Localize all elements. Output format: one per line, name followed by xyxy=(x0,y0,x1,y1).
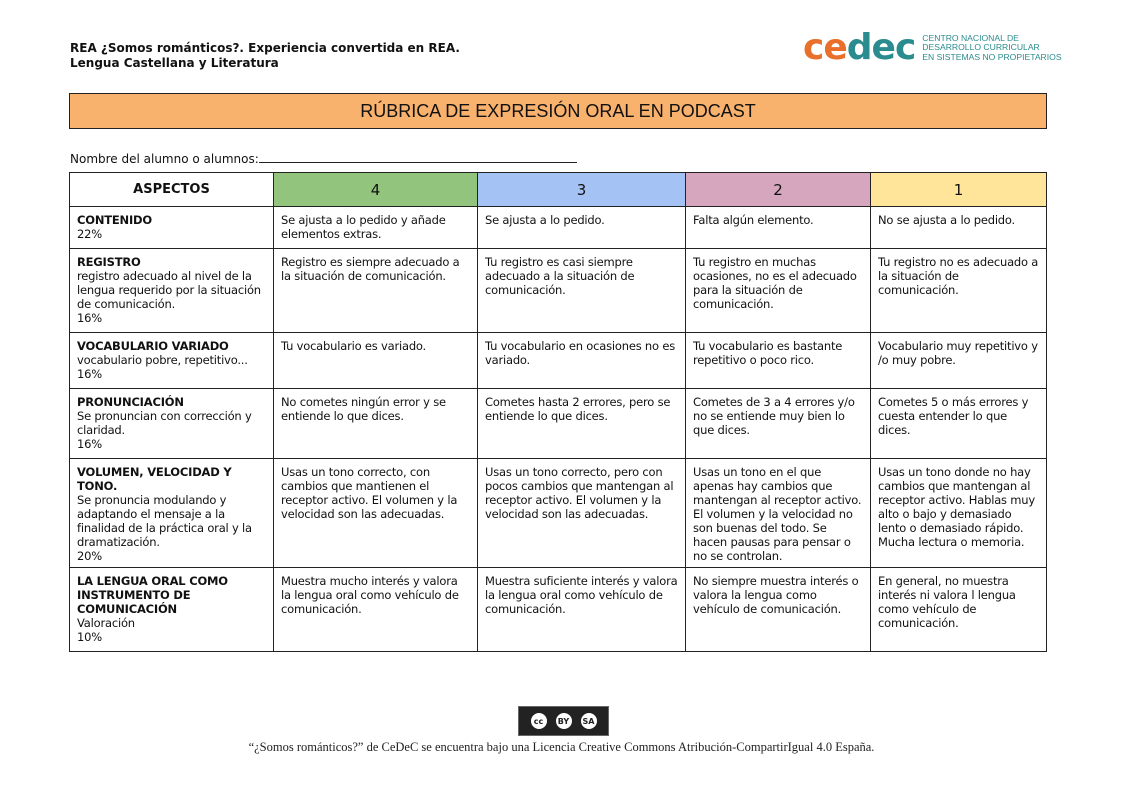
descriptor-cell-3: Cometes hasta 2 errores, pero se entiende lo que dices. xyxy=(478,389,686,459)
aspect-description: Se pronuncia modulando y adaptando el mensaje a la finalidad de la práctica oral y la dramatización. xyxy=(77,493,252,549)
descriptor-cell-1: Tu registro no es adecuado a la situación de comunicación. xyxy=(871,249,1047,333)
aspect-description: registro adecuado al nivel de la lengua requerido por la situación de comunicación. xyxy=(77,269,261,311)
descriptor-cell-3: Tu registro es casi siempre adecuado a la situación de comunicación. xyxy=(478,249,686,333)
rubric-row xyxy=(70,249,1047,333)
descriptor-cell-1: No se ajusta a lo pedido. xyxy=(871,207,1047,249)
aspect-title: VOCABULARIO VARIADO xyxy=(77,339,229,353)
rubric-row xyxy=(70,459,1047,568)
rubric-row xyxy=(70,568,1047,652)
student-name-blank xyxy=(259,150,577,163)
aspect-title: PRONUNCIACIÓN xyxy=(77,395,184,409)
aspect-cell xyxy=(70,333,274,389)
rubric-row xyxy=(70,333,1047,389)
descriptor-cell-3: Usas un tono correcto, pero con pocos cambios que mantengan al receptor activo. El volumen y la velocidad son las adecuadas. xyxy=(478,459,686,568)
rubric-header-row xyxy=(70,173,1047,207)
aspect-cell xyxy=(70,249,274,333)
descriptor-cell-4: Se ajusta a lo pedido y añade elementos extras. xyxy=(274,207,478,249)
descriptor-cell-4: Muestra mucho interés y valora la lengua oral como vehículo de comunicación. xyxy=(274,568,478,652)
descriptor-cell-2: Falta algún elemento. xyxy=(686,207,871,249)
descriptor-cell-3: Se ajusta a lo pedido. xyxy=(478,207,686,249)
header-score-1: 1 xyxy=(871,173,1047,207)
descriptor-cell-2: Usas un tono en el que apenas hay cambios que mantengan al receptor activo. El volumen y la velocidad no son buenas del todo. Se hacen pausas para pensar o no se controlan. xyxy=(686,459,871,568)
descriptor-cell-4: Tu vocabulario es variado. xyxy=(274,333,478,389)
header-aspectos: ASPECTOS xyxy=(70,173,274,207)
rubric-body xyxy=(70,207,1047,652)
aspect-description: Valoración xyxy=(77,616,135,630)
descriptor-cell-2: Tu registro en muchas ocasiones, no es el adecuado para la situación de comunicación. xyxy=(686,249,871,333)
descriptor-cell-1: En general, no muestra interés ni valora l lengua como vehículo de comunicación. xyxy=(871,568,1047,652)
rubric-table xyxy=(69,172,1047,652)
aspect-weight: 10% xyxy=(77,630,102,644)
rubric-row xyxy=(70,207,1047,249)
aspect-description: vocabulario pobre, repetitivo... xyxy=(77,353,248,367)
cedec-logo-word: cedec xyxy=(803,27,916,68)
aspect-cell xyxy=(70,459,274,568)
aspect-title: REGISTRO xyxy=(77,255,141,269)
rubric-row xyxy=(70,389,1047,459)
descriptor-cell-4: No cometes ningún error y se entiende lo que dices. xyxy=(274,389,478,459)
student-name-label: Nombre del alumno o alumnos: xyxy=(70,152,259,166)
aspect-weight: 16% xyxy=(77,437,102,451)
creative-commons-by-sa-icon xyxy=(518,706,609,736)
header-score-4: 4 xyxy=(274,173,478,207)
header-score-3: 3 xyxy=(478,173,686,207)
descriptor-cell-4: Usas un tono correcto, con cambios que mantienen el receptor activo. El volumen y la velocidad son las adecuadas. xyxy=(274,459,478,568)
by-icon: BY xyxy=(554,711,574,731)
aspect-weight: 20% xyxy=(77,549,102,563)
header-score-2: 2 xyxy=(686,173,871,207)
aspect-title: CONTENIDO xyxy=(77,213,152,227)
aspect-cell xyxy=(70,389,274,459)
aspect-weight: 16% xyxy=(77,311,102,325)
descriptor-cell-1: Usas un tono donde no hay cambios que mantengan al receptor activo. Hablas muy alto o bajo y demasiado lento o demasiado rápido. Mucha lectura o memoria. xyxy=(871,459,1047,568)
descriptor-cell-2: Tu vocabulario es bastante repetitivo o poco rico. xyxy=(686,333,871,389)
aspect-weight: 22% xyxy=(77,227,102,241)
aspect-cell xyxy=(70,568,274,652)
cc-icon: cc xyxy=(529,711,549,731)
descriptor-cell-4: Registro es siempre adecuado a la situación de comunicación. xyxy=(274,249,478,333)
descriptor-cell-2: Cometes de 3 a 4 errores y/o no se entiende muy bien lo que dices. xyxy=(686,389,871,459)
license-text: “¿Somos románticos?” de CeDeC se encuentra bajo una Licencia Creative Commons Atribución-CompartirIgual 4.0 España. xyxy=(248,740,875,754)
descriptor-cell-1: Cometes 5 o más errores y cuesta entender lo que dices. xyxy=(871,389,1047,459)
descriptor-cell-1: Vocabulario muy repetitivo y /o muy pobre. xyxy=(871,333,1047,389)
descriptor-cell-3: Tu vocabulario en ocasiones no es variado. xyxy=(478,333,686,389)
descriptor-cell-3: Muestra suficiente interés y valora la lengua oral como vehículo de comunicación. xyxy=(478,568,686,652)
cedec-logo xyxy=(803,27,1062,68)
rubric-title: RÚBRICA DE EXPRESIÓN ORAL EN PODCAST xyxy=(69,93,1047,129)
header-subject: Lengua Castellana y Literatura xyxy=(70,56,279,70)
aspect-cell xyxy=(70,207,274,249)
header-rea-title: REA ¿Somos románticos?. Experiencia convertida en REA. xyxy=(70,41,460,55)
sa-icon: SA xyxy=(579,711,599,731)
document-header xyxy=(70,41,460,71)
descriptor-cell-2: No siempre muestra interés o valora la lengua como vehículo de comunicación. xyxy=(686,568,871,652)
aspect-weight: 16% xyxy=(77,367,102,381)
student-name-line xyxy=(70,150,577,166)
cedec-logo-subtitle: CENTRO NACIONAL DE DESARROLLO CURRICULAR EN SISTEMAS NO PROPIETARIOS xyxy=(922,32,1062,62)
aspect-description: Se pronuncian con corrección y claridad. xyxy=(77,409,252,437)
aspect-title: LA LENGUA ORAL COMO INSTRUMENTO DE COMUNICACIÓN xyxy=(77,574,228,616)
aspect-title: VOLUMEN, VELOCIDAD Y TONO. xyxy=(77,465,232,493)
